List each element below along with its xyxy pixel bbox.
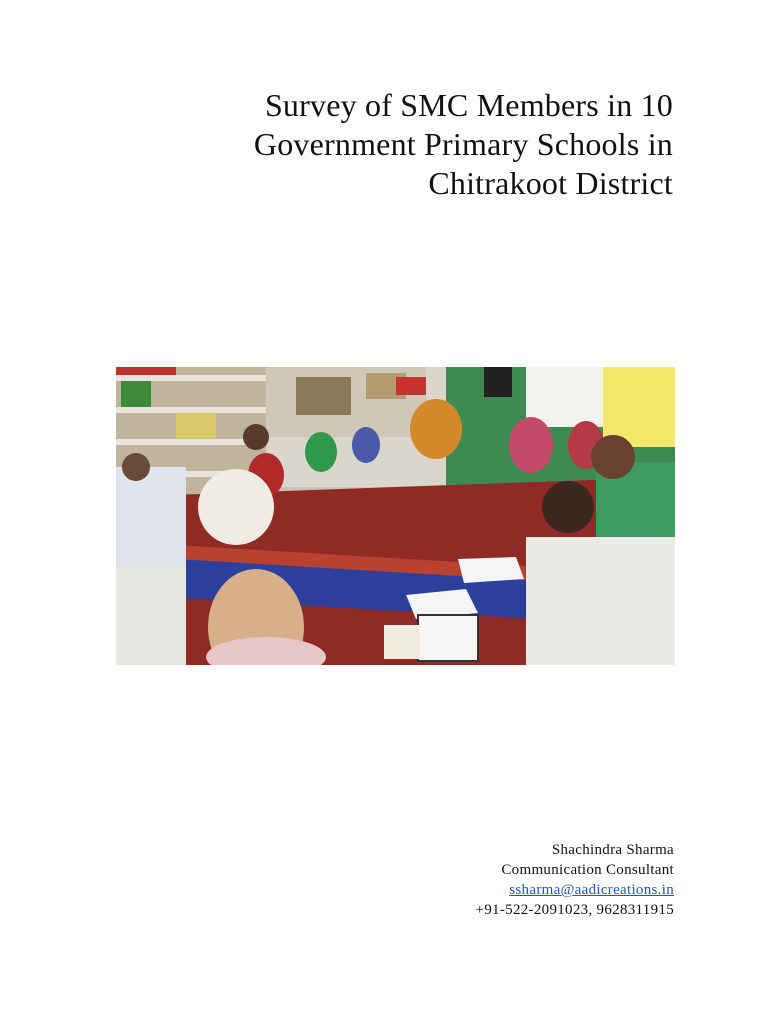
- author-info: [300, 840, 674, 920]
- author-email-link[interactable]: ssharma@aadicreations.in: [509, 882, 674, 898]
- author-role: Communication Consultant: [501, 862, 674, 878]
- cover-photo: [116, 367, 675, 665]
- title-line-3: Chitrakoot District: [428, 165, 673, 201]
- author-name: Shachindra Sharma: [551, 842, 674, 858]
- author-phone: +91-522-2091023, 9628311915: [475, 902, 674, 918]
- document-title: [120, 86, 673, 203]
- title-line-1: Survey of SMC Members in 10: [264, 87, 673, 123]
- cover-photo-illustration: [116, 367, 675, 665]
- title-line-2: Government Primary Schools in: [253, 126, 673, 162]
